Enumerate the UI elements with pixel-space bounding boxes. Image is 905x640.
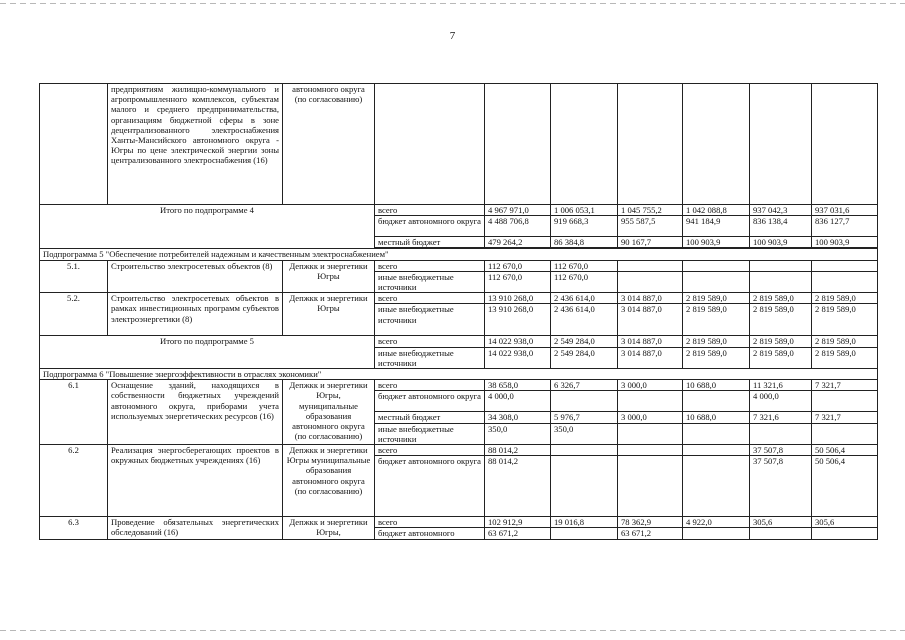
source-cell: иные внебюджетные источники [375,304,485,336]
value-cell: 919 668,3 [551,216,618,237]
measure-name: Строительство электросетевых объектов (8) [108,260,283,293]
value-cell: 14 022 938,0 [485,347,551,368]
value-cell [750,423,812,444]
value-cell: 19 016,8 [551,517,618,528]
value-cell [683,456,750,517]
value-cell: 86 384,8 [551,237,618,248]
value-cell [551,391,618,412]
table-row [40,380,878,391]
source-cell: всего [375,293,485,304]
value-cell: 7 321,7 [812,380,878,391]
value-cell: 88 014,2 [485,456,551,517]
value-cell: 78 362,9 [618,517,683,528]
table-row [40,445,878,456]
value-cell [812,423,878,444]
measure-name: Проведение обязательных энергетических обследований (16) [108,517,283,539]
value-cell: 100 903,9 [683,237,750,248]
value-cell: 2 819 589,0 [750,347,812,368]
value-cell: 4 922,0 [683,517,750,528]
value-cell [683,445,750,456]
source-cell: всего [375,260,485,271]
value-cell: 836 127,7 [812,216,878,237]
value-cell: 937 042,3 [750,205,812,216]
value-cell: 1 042 088,8 [683,205,750,216]
value-cell: 4 000,0 [750,391,812,412]
page-number: 7 [449,30,456,42]
scan-edge-bottom [0,630,905,631]
value-cell: 112 670,0 [485,260,551,271]
subtotal-label: Итого по подпрограмме 5 [40,336,375,369]
value-cell: 7 321,6 [750,412,812,423]
source-cell: бюджет автономного округа [375,456,485,517]
value-cell [812,391,878,412]
value-cell: 90 167,7 [618,237,683,248]
value-cell: 305,6 [750,517,812,528]
value-cell [812,271,878,292]
source-cell: иные внебюджетные источники [375,271,485,292]
value-cell: 2 436 614,0 [551,304,618,336]
table-row [40,249,878,260]
value-cell: 3 000,0 [618,380,683,391]
value-cell: 50 506,4 [812,445,878,456]
table-row [40,369,878,380]
value-cell: 34 308,0 [485,412,551,423]
value-cell [683,260,750,271]
value-cell: 2 819 589,0 [750,293,812,304]
index-cell: 5.1. [40,260,108,293]
source-cell: всего [375,205,485,216]
measure-name: Оснащение зданий, находящихся в собственности бюджетных учреждений автономного округа, приборами учета используемых энергетических ресурсов (16) [108,380,283,445]
source-cell: местный бюджет [375,237,485,248]
subprogram-title: Подпрограмма 6 "Повышение энергоэффективности в отраслях экономики" [40,369,878,380]
value-cell [618,260,683,271]
value-cell: 112 670,0 [551,271,618,292]
value-cell: 5 976,7 [551,412,618,423]
value-cell: 50 506,4 [812,456,878,517]
value-cell: 11 321,6 [750,380,812,391]
table-row [40,84,878,205]
value-cell: 13 910 268,0 [485,293,551,304]
value-cell: 3 014 887,0 [618,304,683,336]
value-cell: 4 488 706,8 [485,216,551,237]
value-cell: 37 507,8 [750,456,812,517]
index-cell: 6.2 [40,445,108,517]
value-cell: 102 912,9 [485,517,551,528]
value-cell: 10 688,0 [683,380,750,391]
value-cell [812,528,878,539]
table-row [40,205,878,216]
value-cell: 112 670,0 [551,260,618,271]
source-cell: иные внебюджетные источники [375,347,485,368]
value-cell: 2 819 589,0 [750,304,812,336]
subtotal-label: Итого по подпрограмме 4 [40,205,375,249]
scan-edge-top [0,3,905,4]
source-cell: бюджет автономного округа [375,391,485,412]
value-cell: 350,0 [551,423,618,444]
table-row [40,336,878,347]
index-cell: 6.1 [40,380,108,445]
index-cell: 6.3 [40,517,108,539]
value-cell [618,271,683,292]
value-cell [683,391,750,412]
value-cell: 3 014 887,0 [618,293,683,304]
value-cell: 1 006 053,1 [551,205,618,216]
value-cell: 100 903,9 [750,237,812,248]
value-cell [551,528,618,539]
value-cell: 2 819 589,0 [683,336,750,347]
program-table [39,83,878,540]
measure-name: Реализация энергосберегающих проектов в окружных бюджетных учреждениях (16) [108,445,283,517]
value-cell: 2 549 284,0 [551,336,618,347]
value-cell: 3 014 887,0 [618,347,683,368]
value-cell [750,260,812,271]
value-cell: 1 045 755,2 [618,205,683,216]
value-cell [618,423,683,444]
executor: Депжкк и энергетики Югры [283,293,375,336]
executor: автономного округа (по согласованию) [283,84,375,205]
value-cell: 2 819 589,0 [683,347,750,368]
value-cell: 836 138,4 [750,216,812,237]
value-cell: 100 903,9 [812,237,878,248]
index-cell [40,84,108,205]
value-cell: 13 910 268,0 [485,304,551,336]
value-cell: 6 326,7 [551,380,618,391]
table-row [40,260,878,271]
source-cell: местный бюджет [375,412,485,423]
value-cell: 14 022 938,0 [485,336,551,347]
value-cell: 7 321,7 [812,412,878,423]
value-cell: 2 819 589,0 [683,293,750,304]
value-cell: 88 014,2 [485,445,551,456]
value-cell: 37 507,8 [750,445,812,456]
value-cell: 2 819 589,0 [750,336,812,347]
table-row [40,517,878,528]
value-cell: 38 658,0 [485,380,551,391]
measure-name: Строительство электросетевых объектов в рамках инвестиционных программ субъектов электроэнергетики (8) [108,293,283,336]
value-cell [750,528,812,539]
value-cell: 2 819 589,0 [812,336,878,347]
value-cell: 305,6 [812,517,878,528]
value-cell [683,528,750,539]
value-cell: 63 671,2 [485,528,551,539]
source-cell: всего [375,517,485,528]
value-cell [618,456,683,517]
source-cell: бюджет автономного округа [375,216,485,237]
value-cell: 2 436 614,0 [551,293,618,304]
executor: Депжкк и энергетики Югры, [283,517,375,539]
source-cell: иные внебюджетные источники [375,423,485,444]
value-cell [551,456,618,517]
value-cell [551,445,618,456]
index-cell: 5.2. [40,293,108,336]
value-cell: 350,0 [485,423,551,444]
value-cell: 941 184,9 [683,216,750,237]
value-cell: 112 670,0 [485,271,551,292]
source-cell: всего [375,380,485,391]
value-cell: 2 819 589,0 [683,304,750,336]
value-cell [683,271,750,292]
value-cell [618,445,683,456]
value-cell: 3 014 887,0 [618,336,683,347]
executor: Депжкк и энергетики Югры муниципальные образования автономного округа (по согласованию) [283,445,375,517]
value-cell [812,260,878,271]
source-cell: всего [375,445,485,456]
subprogram-title: Подпрограмма 5 "Обеспечение потребителей надежным и качественным электроснабжением" [40,249,878,260]
value-cell: 63 671,2 [618,528,683,539]
value-cell: 4 000,0 [485,391,551,412]
source-cell: бюджет автономного [375,528,485,539]
value-cell: 2 819 589,0 [812,347,878,368]
value-cell: 3 000,0 [618,412,683,423]
value-cell: 955 587,5 [618,216,683,237]
value-cell: 10 688,0 [683,412,750,423]
value-cell: 2 549 284,0 [551,347,618,368]
source-cell: всего [375,336,485,347]
measure-name: предприятиям жилищно-коммунального и агропромышленного комплексов, субъектам малого и среднего предпринимательства, организациям бюджетной сферы в зоне децентрализованного электроснабжения Ханты-Мансийского автономного округа - Югры по цене электрической энергии зоны централизованного электроснабжения (16) [108,84,283,205]
value-cell [618,391,683,412]
value-cell: 937 031,6 [812,205,878,216]
value-cell: 4 967 971,0 [485,205,551,216]
value-cell: 479 264,2 [485,237,551,248]
value-cell [683,423,750,444]
value-cell: 2 819 589,0 [812,293,878,304]
table-row [40,293,878,304]
executor: Депжкк и энергетики Югры [283,260,375,293]
executor: Депжкк и энергетики Югры, муниципальные образования автономного округа (по согласованию) [283,380,375,445]
value-cell: 2 819 589,0 [812,304,878,336]
value-cell [750,271,812,292]
